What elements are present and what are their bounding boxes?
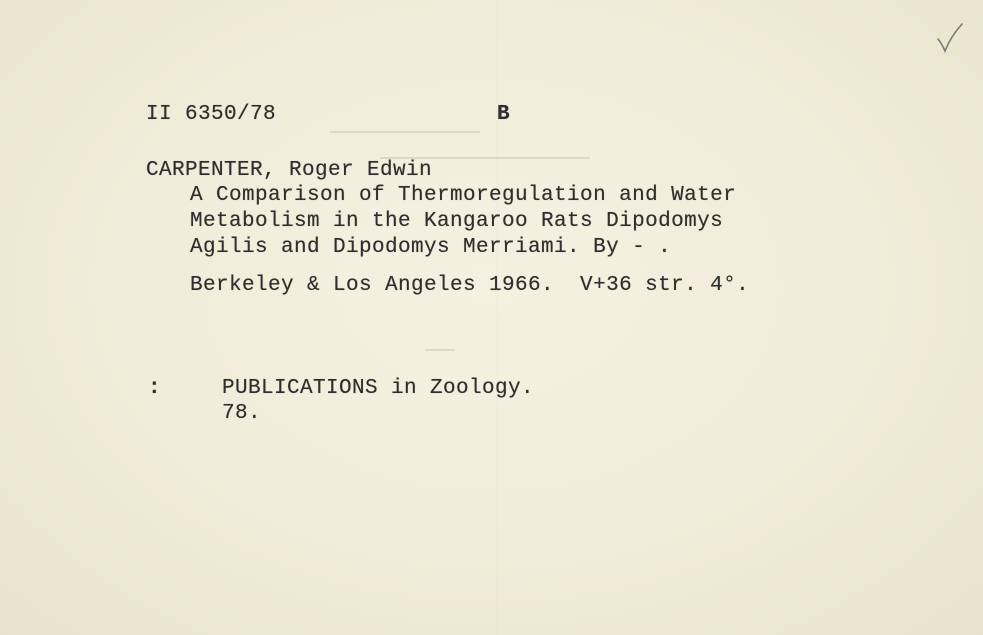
series-number: 78. [222,402,262,425]
author-heading: CARPENTER, Roger Edwin [146,159,433,182]
smudge-mark [330,131,480,133]
fold-line [497,0,498,635]
series-title: PUBLICATIONS in Zoology. [222,377,535,400]
title-line: A Comparison of Thermoregulation and Water [190,184,737,207]
location-code: B [497,103,511,126]
title-line: Metabolism in the Kangaroo Rats Dipodomys [190,210,724,233]
check-icon [934,22,964,54]
call-number: II 6350/78 [146,103,277,126]
title-line: Agilis and Dipodomys Merriami. By - . [190,236,672,259]
smudge-mark [425,349,455,351]
imprint-line: Berkeley & Los Angeles 1966. V+36 str. 4°. [190,274,750,297]
series-marker: : [148,377,162,400]
